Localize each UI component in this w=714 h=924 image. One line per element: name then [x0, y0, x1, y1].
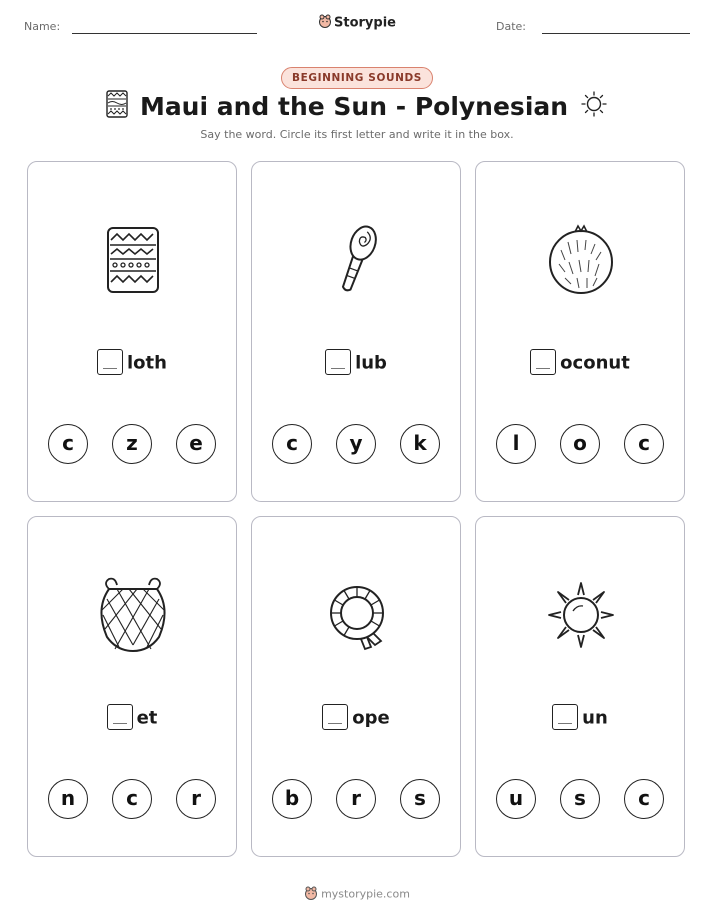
letter-option[interactable]: b — [272, 779, 312, 819]
brand-name: Storypie — [334, 15, 396, 31]
sun-icon — [580, 90, 608, 122]
coconut-icon — [541, 220, 621, 300]
word-card — [27, 161, 237, 502]
word-card — [27, 516, 237, 857]
footer — [0, 886, 714, 903]
letter-option[interactable]: z — [112, 424, 152, 464]
page-title: Maui and the Sun - Polynesian — [139, 91, 569, 121]
footer-url[interactable]: mystorypie.com — [321, 887, 410, 901]
name-line[interactable] — [72, 33, 257, 34]
letter-option[interactable]: o — [560, 424, 600, 464]
word-card — [251, 516, 461, 857]
sun-icon — [541, 575, 621, 655]
letter-option[interactable]: c — [624, 424, 664, 464]
word-card — [475, 516, 685, 857]
letter-option[interactable]: u — [496, 779, 536, 819]
letter-option[interactable]: l — [496, 424, 536, 464]
word-ending: un — [582, 707, 608, 729]
storypie-logo-icon — [304, 886, 318, 903]
word-card — [475, 161, 685, 502]
letter-option[interactable]: r — [176, 779, 216, 819]
answer-box[interactable] — [97, 349, 123, 375]
letter-option[interactable]: s — [400, 779, 440, 819]
word-row — [28, 705, 236, 731]
net-bag-icon — [93, 575, 173, 655]
word-row — [476, 705, 684, 731]
letter-option[interactable]: e — [176, 424, 216, 464]
storypie-logo-icon — [318, 14, 332, 32]
letter-option[interactable]: n — [48, 779, 88, 819]
word-ending: loth — [127, 352, 167, 374]
word-card — [251, 161, 461, 502]
letter-option[interactable]: k — [400, 424, 440, 464]
date-line[interactable] — [542, 33, 690, 34]
answer-box[interactable] — [107, 704, 133, 730]
answer-box[interactable] — [552, 704, 578, 730]
name-label: Name: — [24, 20, 61, 33]
brand — [0, 14, 714, 32]
word-row — [252, 350, 460, 376]
tapa-cloth-icon — [93, 220, 173, 300]
answer-box[interactable] — [530, 349, 556, 375]
title-row — [0, 90, 714, 126]
club-icon — [317, 220, 397, 300]
letter-option[interactable]: c — [272, 424, 312, 464]
tapa-cloth-icon — [106, 90, 128, 122]
word-row — [28, 350, 236, 376]
letter-option[interactable]: c — [112, 779, 152, 819]
letter-option[interactable]: y — [336, 424, 376, 464]
letter-option[interactable]: r — [336, 779, 376, 819]
date-label: Date: — [496, 20, 526, 33]
word-ending: oconut — [560, 352, 630, 374]
letter-option[interactable]: c — [624, 779, 664, 819]
section-badge: BEGINNING SOUNDS — [281, 67, 433, 89]
instructions: Say the word. Circle its first letter and write it in the box. — [200, 128, 514, 141]
letter-option[interactable]: s — [560, 779, 600, 819]
word-row — [476, 350, 684, 376]
word-ending: lub — [355, 352, 387, 374]
word-ending: et — [136, 707, 158, 729]
rope-coil-icon — [317, 575, 397, 655]
answer-box[interactable] — [322, 704, 348, 730]
word-ending: ope — [352, 707, 390, 729]
answer-box[interactable] — [325, 349, 351, 375]
word-row — [252, 705, 460, 731]
letter-option[interactable]: c — [48, 424, 88, 464]
